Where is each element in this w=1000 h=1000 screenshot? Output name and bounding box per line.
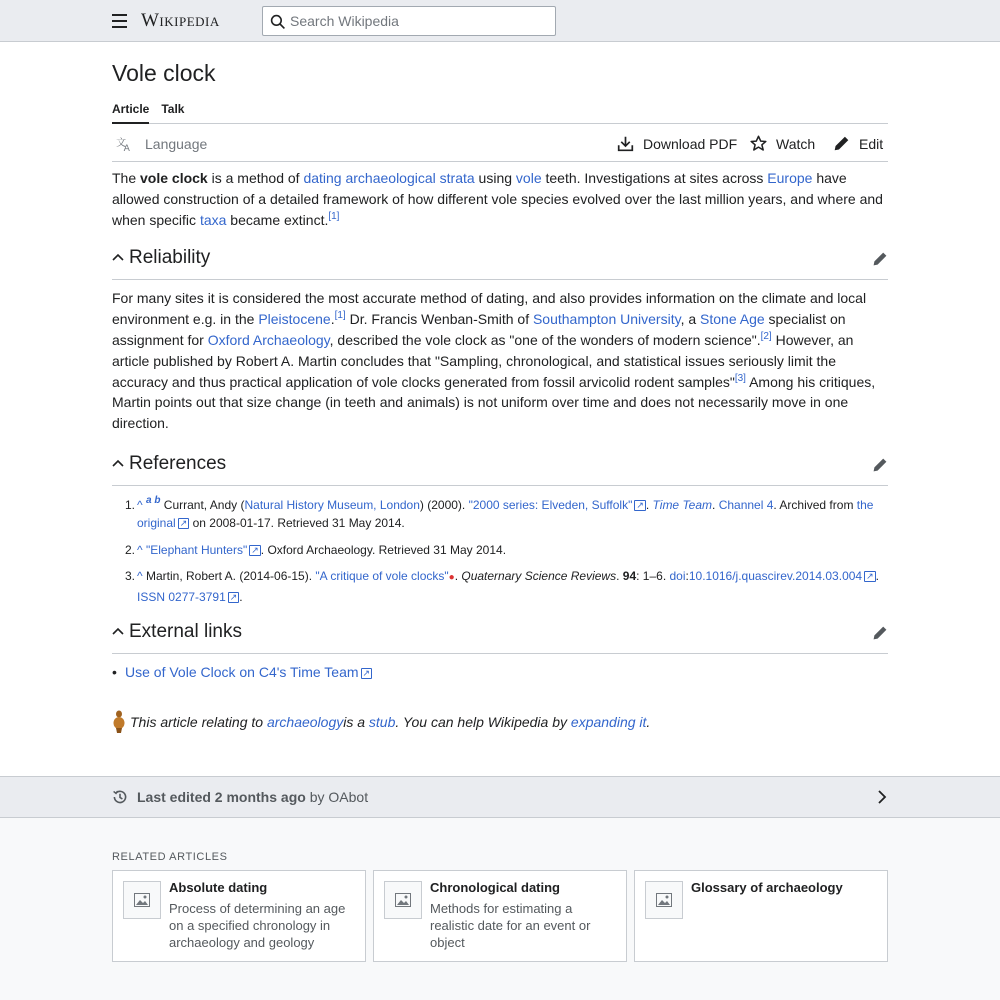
link-stone-age[interactable]: Stone Age	[700, 311, 765, 328]
link-doi-value[interactable]: 10.1016/j.quascirev.2014.03.004 ↗	[689, 569, 876, 583]
search-icon	[270, 14, 286, 30]
link-channel-4[interactable]: Channel 4	[718, 497, 774, 512]
reference-item: 1. ^ $^{a b}$ Currant, Andy (Natural History Museum, London) (2000). "2000 series: Elveden, Suffolk" ↗ . Time Team. Channel 4. Archived from the original ↗ on 2008-01-17. Retrieved 31 May 2014.	[112, 496, 888, 533]
chevron-up-icon[interactable]	[112, 626, 124, 638]
language-label: Language	[145, 136, 208, 152]
svg-text:A: A	[123, 142, 130, 152]
related-card-title: Glossary of archaeology	[691, 880, 843, 895]
related-card[interactable]	[112, 870, 366, 962]
last-edited-text: Last edited 2 months ago by OAbot	[137, 789, 369, 805]
link-southampton-university[interactable]: Southampton University	[532, 311, 681, 328]
link-archaeology[interactable]: archaeology	[266, 714, 344, 730]
link-vole[interactable]: vole	[515, 170, 542, 186]
page-title: Vole clock	[112, 60, 216, 86]
section-title-external-links: External links	[129, 621, 242, 643]
link-elephant-hunters[interactable]: "Elephant Hunters" ↗	[146, 543, 261, 557]
section-references-header[interactable]	[112, 446, 888, 486]
list-item	[112, 664, 888, 680]
search-box[interactable]	[262, 6, 556, 36]
reliability-paragraph: For many sites it is considered the most accurate method of dating, and also provides information on the climate and local environment e.g. in the Pleistocene.[1] Dr. Francis Wenban-Smith of Southampton University, a Stone Age specialist on assignment for Oxford Archaeology, described the vole clock as "one of the wonders of modern science".[2] However, an article published by Robert A. Martin concludes that "Sampling, chronological, and statistical issues seriously limit the accuracy and thus practical application of vole clocks generated from fossil arvicolid rodent samples"[3] Among his critiques, Martin points out that size change (in teeth and animals) is not uniform over time and does not necessarily move in one direction.	[112, 290, 876, 432]
download-pdf-label: Download PDF	[643, 135, 738, 152]
pencil-icon	[833, 135, 850, 152]
page-tabs	[112, 98, 888, 124]
link-natural-history-museum[interactable]: Natural History Museum, London	[244, 497, 420, 512]
backlink-a[interactable]: a	[145, 494, 152, 506]
article-content	[112, 42, 888, 730]
link-pleistocene[interactable]: Pleistocene	[258, 311, 331, 328]
link-oxford-archaeology[interactable]: Oxford Archaeology	[207, 331, 330, 348]
tab-article[interactable]: Article	[112, 98, 149, 124]
section-reliability-header[interactable]	[112, 240, 888, 280]
edit-section-icon[interactable]	[872, 251, 888, 267]
citation-1[interactable]: [1]	[328, 210, 340, 222]
watch-button[interactable]	[750, 135, 815, 152]
link-issn-value[interactable]: 0277-3791 ↗	[168, 590, 239, 604]
related-card-title: Absolute dating	[169, 880, 268, 895]
section-title-reliability: Reliability	[129, 247, 211, 269]
download-icon	[617, 135, 634, 152]
chevron-up-icon[interactable]	[112, 458, 124, 470]
link-critique-of-vole-clocks[interactable]: "A critique of vole clocks"	[315, 569, 449, 584]
last-edited-bar[interactable]	[0, 776, 1000, 818]
star-icon	[750, 135, 767, 152]
backlink-caret[interactable]: ^	[137, 542, 143, 557]
language-icon	[116, 137, 133, 152]
link-issn[interactable]: ISSN	[137, 589, 166, 604]
image-placeholder-icon	[384, 881, 422, 919]
history-icon	[112, 789, 128, 805]
last-edited-user: OAbot	[328, 789, 369, 805]
related-card-title: Chronological dating	[430, 880, 560, 895]
edit-section-icon[interactable]	[872, 625, 888, 641]
lead-paragraph: The vole clock is a method of dating archaeological strata using vole teeth. Investigations at sites across Europe have allowed construction of a detailed framework of how different vole species evolved over the last million years, and where and when specific taxa became extinct.[1]	[112, 170, 883, 228]
site-header	[0, 0, 1000, 42]
wikipedia-logo[interactable]: Wikipedia	[141, 10, 220, 31]
edit-label: Edit	[859, 135, 884, 152]
image-placeholder-icon	[123, 881, 161, 919]
citation-3[interactable]: [3]	[734, 372, 746, 384]
tab-talk[interactable]: Talk	[161, 102, 185, 116]
chevron-up-icon[interactable]	[112, 252, 124, 264]
related-card-description: Process of determining an age on a specified chronology in archaeology and geology	[169, 901, 346, 950]
page-actions	[112, 124, 888, 162]
link-expanding-it[interactable]: expanding it	[570, 714, 647, 730]
search-input[interactable]	[290, 7, 550, 35]
backlink-b[interactable]: b	[154, 494, 161, 506]
reference-item: 3. ^ Martin, Robert A. (2014-06-15). "A critique of vole clocks"●. Quaternary Science Reviews. 94: 1–6. doi:10.1016/j.quascirev.2014.03.004 ↗ . ISSN 0277-3791 ↗ .	[112, 567, 888, 606]
backlink-caret[interactable]: ^	[137, 569, 143, 584]
watch-label: Watch	[776, 135, 816, 152]
chevron-right-icon	[876, 790, 888, 804]
figurine-icon	[112, 710, 126, 734]
download-pdf-button[interactable]	[617, 135, 737, 152]
link-stub[interactable]: stub	[368, 714, 396, 730]
link-dating-archaeological-strata[interactable]: dating archaeological strata	[303, 170, 475, 186]
image-placeholder-icon	[645, 881, 683, 919]
citation-2[interactable]: [2]	[760, 330, 772, 342]
section-title-references: References	[129, 452, 227, 474]
references-list	[112, 496, 888, 607]
citation-1[interactable]: [1]	[334, 310, 346, 322]
link-time-team[interactable]: Time Team	[652, 497, 713, 512]
related-card[interactable]	[634, 870, 888, 962]
link-vole-clock-time-team[interactable]: Use of Vole Clock on C4's Time Team ↗	[125, 664, 372, 680]
related-card-description: Methods for estimating a realistic date for an event or object	[430, 901, 591, 950]
related-articles-label: RELATED ARTICLES	[112, 851, 228, 863]
link-taxa[interactable]: taxa	[199, 211, 227, 228]
link-the-original[interactable]: the original ↗	[137, 498, 873, 531]
external-links-list	[112, 664, 888, 680]
language-button[interactable]	[116, 136, 207, 152]
svg-text:文: 文	[116, 137, 127, 149]
edit-section-icon[interactable]	[872, 457, 888, 473]
hamburger-menu-icon[interactable]	[112, 14, 127, 28]
backlink-caret[interactable]: ^	[137, 497, 143, 512]
lock-icon: ●	[448, 572, 455, 584]
link-elveden-suffolk[interactable]: "2000 series: Elveden, Suffolk" ↗	[469, 498, 646, 512]
link-europe[interactable]: Europe	[767, 170, 813, 186]
link-doi[interactable]: doi	[669, 569, 686, 584]
related-articles	[0, 818, 1000, 1000]
section-external-links-header[interactable]	[112, 614, 888, 654]
related-card[interactable]	[373, 870, 627, 962]
reference-item: 2. ^ "Elephant Hunters" ↗ . Oxford Archaeology. Retrieved 31 May 2014.	[112, 541, 888, 560]
stub-notice: This article relating to archaeology is a stub . You can help Wikipedia by expanding it .	[112, 710, 650, 734]
edit-button[interactable]	[833, 135, 883, 152]
